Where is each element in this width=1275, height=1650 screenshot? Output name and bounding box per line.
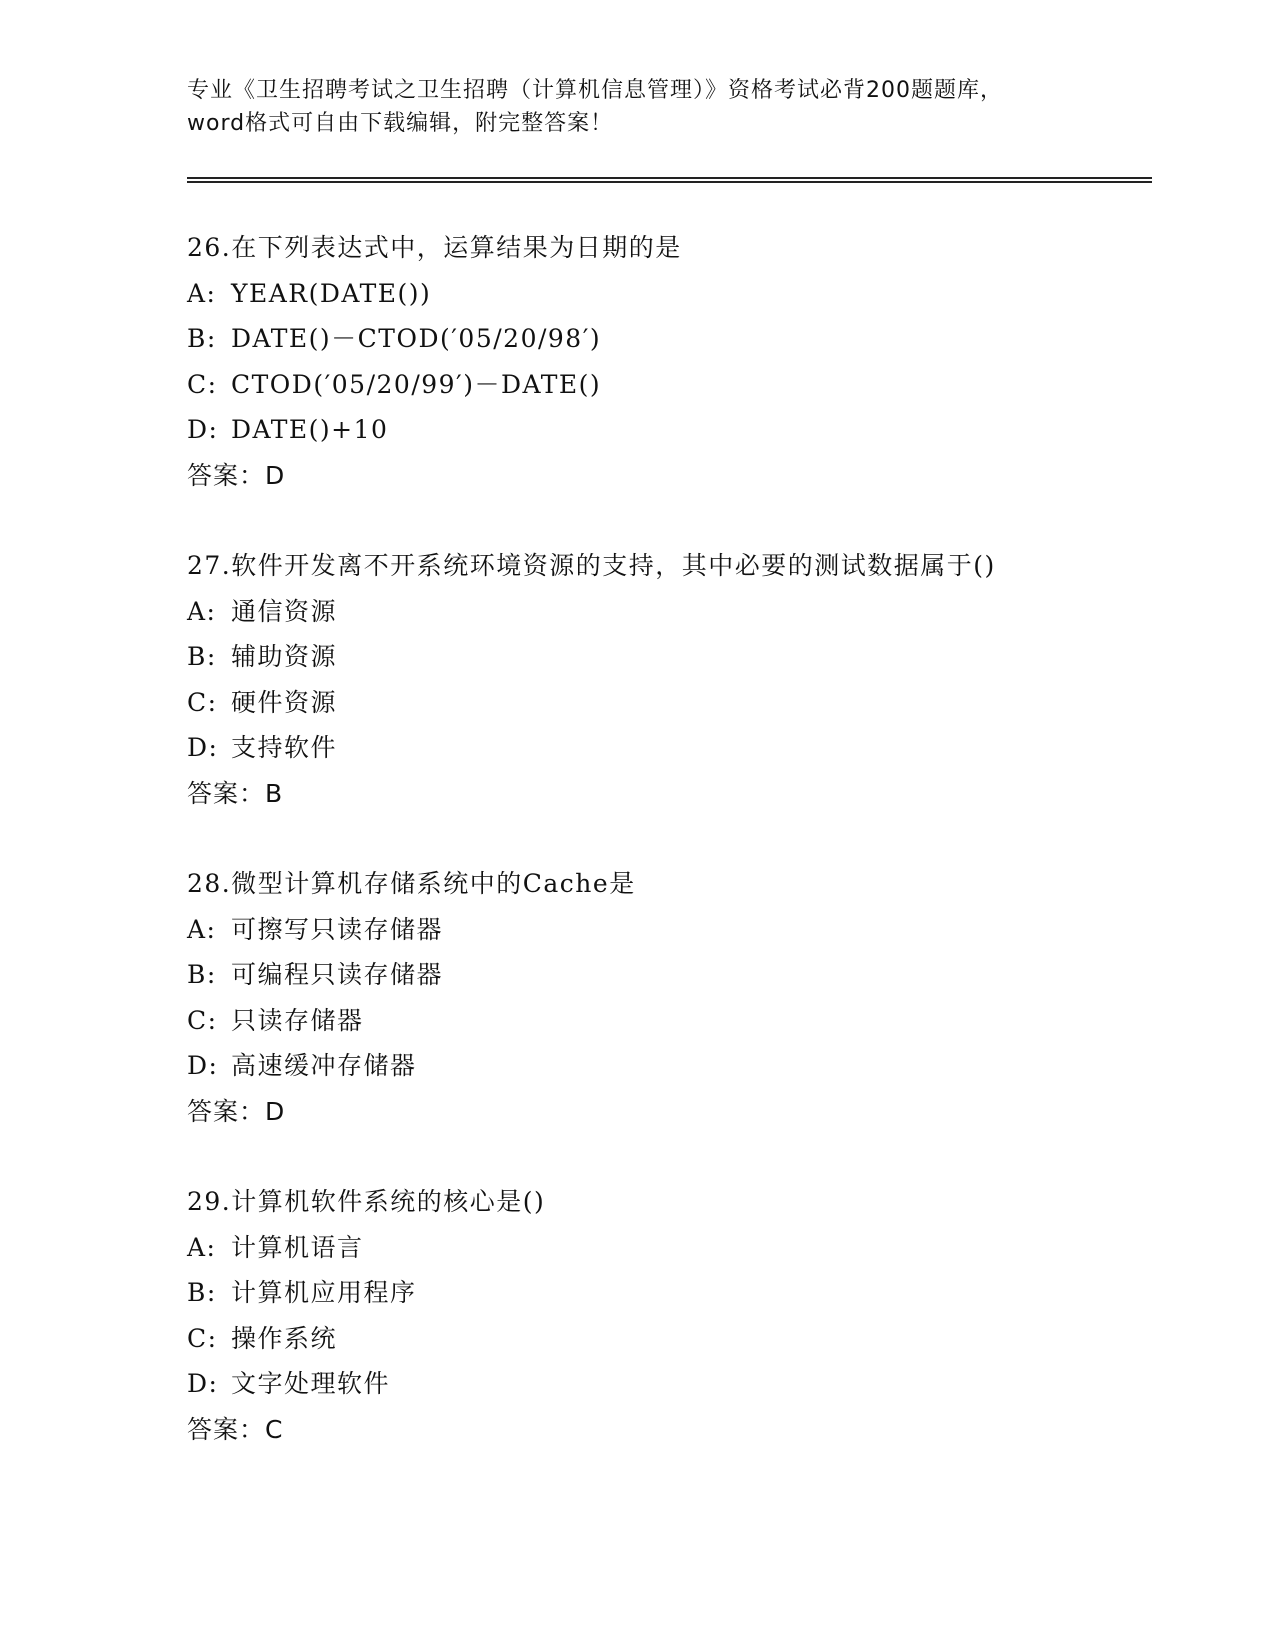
option-letter: D: — [187, 1369, 219, 1398]
document-header — [187, 74, 1152, 140]
option-text: 文字处理软件 — [231, 1369, 391, 1398]
option-letter: C: — [187, 1005, 218, 1035]
option-a — [187, 1225, 1152, 1271]
question-26 — [187, 225, 1152, 498]
option-text: 支持软件 — [231, 733, 338, 762]
answer-line: 答案：D — [187, 460, 286, 490]
option-a — [187, 271, 1152, 317]
option-letter: A: — [187, 596, 217, 626]
option-letter: A: — [187, 914, 217, 944]
option-letter: D: — [187, 415, 219, 444]
option-a — [187, 907, 1152, 953]
option-text: 可擦写只读存储器 — [231, 914, 444, 944]
option-text: CTOD(′05/20/99′)－DATE() — [231, 369, 602, 399]
option-d — [187, 407, 1152, 453]
question-stem: 26.在下列表达式中，运算结果为日期的是 — [187, 233, 682, 262]
option-letter: A: — [187, 1232, 217, 1262]
question-stem: 27.软件开发离不开系统环境资源的支持，其中必要的测试数据属于() — [187, 551, 996, 580]
question-29 — [187, 1179, 1152, 1452]
option-d — [187, 1043, 1152, 1089]
option-text: 硬件资源 — [231, 687, 338, 717]
option-letter: B: — [187, 960, 217, 989]
question-28 — [187, 861, 1152, 1134]
option-text: 只读存储器 — [231, 1005, 364, 1035]
option-letter: B: — [187, 642, 217, 671]
option-letter: C: — [187, 1323, 218, 1353]
option-letter: A: — [187, 278, 217, 308]
option-letter: C: — [187, 687, 218, 717]
option-letter: B: — [187, 324, 217, 353]
option-b — [187, 1270, 1152, 1316]
option-c — [187, 1316, 1152, 1362]
option-text: YEAR(DATE()) — [231, 278, 432, 308]
option-text: 辅助资源 — [231, 642, 338, 671]
option-c — [187, 998, 1152, 1044]
question-27 — [187, 543, 1152, 816]
option-text: 可编程只读存储器 — [231, 960, 444, 989]
option-c — [187, 680, 1152, 726]
option-b — [187, 952, 1152, 998]
header-line-1: 专业《卫生招聘考试之卫生招聘（计算机信息管理）》资格考试必背200题题库， — [187, 78, 1003, 103]
option-text: 操作系统 — [231, 1323, 338, 1353]
option-d — [187, 725, 1152, 771]
answer-line: 答案：C — [187, 1414, 284, 1444]
option-letter: C: — [187, 369, 218, 399]
option-b — [187, 634, 1152, 680]
option-text: 计算机应用程序 — [231, 1278, 417, 1307]
option-b — [187, 316, 1152, 362]
option-text: 通信资源 — [231, 596, 338, 626]
option-c — [187, 362, 1152, 408]
header-divider — [187, 177, 1152, 183]
question-stem: 29.计算机软件系统的核心是() — [187, 1187, 546, 1216]
option-text: 高速缓冲存储器 — [231, 1051, 417, 1080]
question-stem: 28.微型计算机存储系统中的Cache是 — [187, 869, 636, 898]
option-letter: D: — [187, 1051, 219, 1080]
option-d — [187, 1361, 1152, 1407]
option-a — [187, 589, 1152, 635]
answer-line: 答案：B — [187, 778, 284, 808]
header-line-2: word格式可自由下载编辑，附完整答案！ — [187, 111, 614, 136]
option-text: 计算机语言 — [231, 1232, 364, 1262]
option-text: DATE()+10 — [231, 415, 389, 444]
option-text: DATE()－CTOD(′05/20/98′) — [231, 324, 602, 353]
answer-line: 答案：D — [187, 1096, 286, 1126]
option-letter: D: — [187, 733, 219, 762]
option-letter: B: — [187, 1278, 217, 1307]
